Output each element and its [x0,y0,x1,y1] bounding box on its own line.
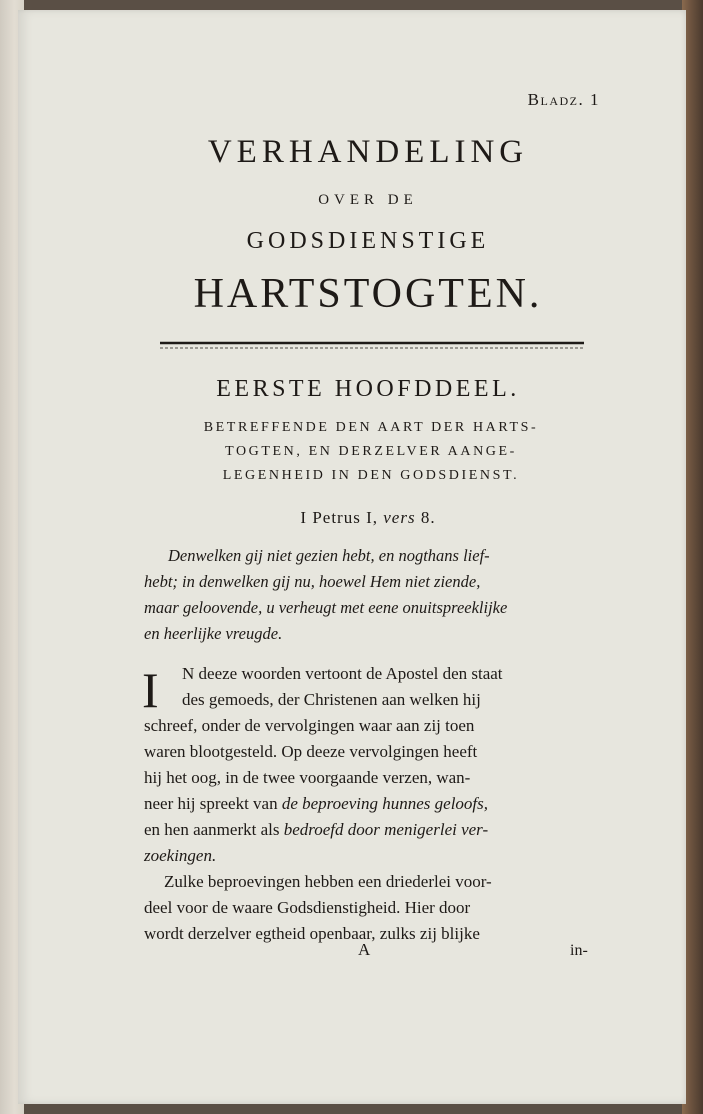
body-line: deel voor de waare Godsdienstigheid. Hier door [144,898,471,917]
drop-cap: I [142,662,159,718]
chapter-heading: EERSTE HOOFDDEEL. [216,376,520,402]
signature-mark: A [358,940,371,959]
page-number: Bladz. 1 [527,90,600,109]
body-line [144,794,604,814]
title-line-4: HARTSTOGTEN. [193,271,543,317]
citation-book: I Petrus I, [300,508,378,527]
body-text-italic: de beproeving hunnes geloofs, [281,794,489,813]
body-line: schreef, onder de vervolgingen waar aan zij toen [144,716,475,735]
verse-line: maar geloovende, u verheugt met eene onuitspreeklijke [144,598,508,617]
body-line: des gemoeds, der Christenen aan welken hij [182,690,481,709]
title-line-2: OVER DE [318,192,418,208]
body-text-roman: en hen aanmerkt als [144,820,284,839]
chapter-subtitle-line: BETREFFENDE DEN AART DER HARTS- [203,420,539,435]
verse-line: Denwelken gij niet gezien hebt, en nogthans lief- [168,546,490,565]
chapter-subtitle-line: TOGTEN, EN DERZELVER AANGE- [225,444,517,459]
catchword: in- [570,942,588,959]
body-text-roman: neer hij spreekt van [144,794,282,813]
body-line: waren blootgesteld. Op deeze vervolgingen heeft [144,742,478,761]
body-line [144,820,604,840]
title-line-1: VERHANDELING [207,134,529,170]
body-line: hij het oog, in de twee voorgaande verzen, wan- [144,768,471,787]
body-text-italic: bedroefd door menigerlei ver- [283,820,489,839]
body-line: Zulke beproevingen hebben een driederlei voor- [164,872,492,891]
citation-verse-word: vers [383,508,416,527]
citation-verse-number: 8. [420,508,436,527]
verse-line: en heerlijke vreugde. [144,624,283,643]
body-line: wordt derzelver egtheid openbaar, zulks zij blijke [144,924,480,943]
verse-line: hebt; in denwelken gij nu, hoewel Hem niet ziende, [144,572,481,591]
ornamental-rule [160,340,584,352]
body-line: N deeze woorden vertoont de Apostel den staat [182,664,503,683]
book-page [18,10,686,1104]
body-line: zoekingen. [144,846,217,865]
title-line-3: GODSDIENSTIGE [246,228,490,254]
chapter-subtitle-line: LEGENHEID IN DEN GODSDIENST. [222,468,520,483]
scripture-citation [228,508,508,528]
